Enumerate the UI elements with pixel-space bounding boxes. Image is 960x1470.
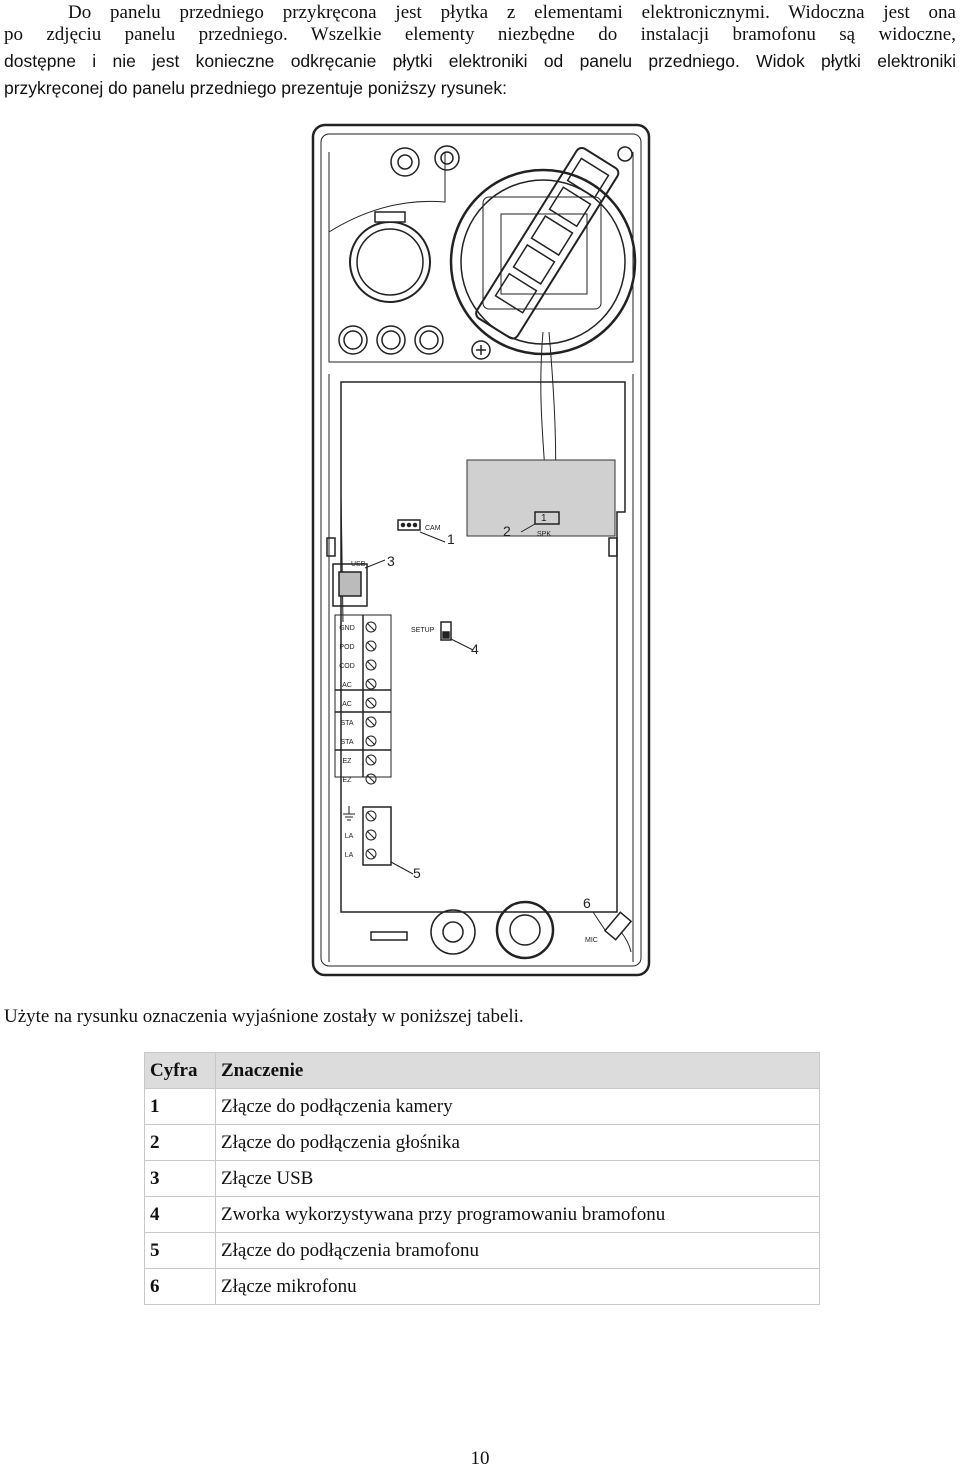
table-row	[145, 1197, 820, 1233]
row-meaning: Złącze do podłączenia kamery	[216, 1089, 820, 1125]
callout-2: 2	[503, 523, 511, 539]
speaker-bracket	[474, 146, 621, 341]
microphone-boss	[497, 902, 553, 958]
callout-6: 6	[583, 895, 591, 911]
table-row	[145, 1233, 820, 1269]
table-row	[145, 1269, 820, 1305]
legend-table	[144, 1052, 820, 1305]
row-meaning: Złącze do podłączenia głośnika	[216, 1125, 820, 1161]
terminal-block-la	[363, 807, 391, 865]
screw-boss-bottom	[431, 910, 475, 954]
speaker	[451, 170, 635, 354]
terminal-label: GND	[339, 625, 355, 632]
terminal-label: STA	[340, 739, 354, 746]
table-header-row	[145, 1053, 820, 1089]
led-2	[377, 326, 405, 354]
callout-4: 4	[471, 641, 479, 657]
terminal-label: EZ	[342, 758, 352, 765]
terminal-label: COD	[339, 663, 355, 670]
led-3	[415, 326, 443, 354]
terminal-label: AC	[342, 682, 352, 689]
usb-label: USB	[351, 561, 366, 568]
spk-pin-label: 1	[541, 513, 547, 524]
row-meaning: Złącze do podłączenia bramofonu	[216, 1233, 820, 1269]
callout-1: 1	[447, 531, 455, 547]
row-digit: 1	[145, 1089, 216, 1125]
table-caption: Użyte na rysunku oznaczenia wyjaśnione zostały w poniższej tabeli.	[4, 1006, 524, 1027]
table-row	[145, 1161, 820, 1197]
terminal-label: AC	[342, 701, 352, 708]
intro-line-2: po zdjęciu panelu przedniego. Wszelkie elementy niezbędne do instalacji bramofonu są widoczne,	[4, 24, 956, 45]
table-row	[145, 1089, 820, 1125]
row-digit: 5	[145, 1233, 216, 1269]
cam-label: CAM	[425, 525, 441, 532]
row-digit: 3	[145, 1161, 216, 1197]
intro-line-1: Do panelu przedniego przykręcona jest płytka z elementami elektronicznymi. Widoczna jest ona	[68, 2, 956, 23]
mic-connector	[605, 912, 631, 939]
table-row	[145, 1125, 820, 1161]
row-digit: 6	[145, 1269, 216, 1305]
intercom-board-drawing	[305, 122, 657, 980]
callout-3: 3	[387, 553, 395, 569]
row-digit: 2	[145, 1125, 216, 1161]
terminal-label: EZ	[342, 777, 352, 784]
header-meaning: Znaczenie	[216, 1053, 820, 1089]
page-number: 10	[470, 1448, 490, 1469]
intro-line-4: przykręconej do panelu przedniego prezentuje poniższy rysunek:	[4, 78, 507, 98]
terminal-label: POD	[339, 644, 355, 651]
callout-5: 5	[413, 865, 421, 881]
terminal-label: LA	[344, 852, 354, 859]
screw-boss-top-left	[391, 148, 419, 176]
row-meaning: Złącze USB	[216, 1161, 820, 1197]
led-1	[339, 326, 367, 354]
header-digit: Cyfra	[145, 1053, 216, 1089]
housing-inner-outline	[321, 134, 641, 966]
row-meaning: Zworka wykorzystywana przy programowaniu bramofonu	[216, 1197, 820, 1233]
spk-label: SPK	[537, 531, 552, 538]
board-diagram-svg	[305, 122, 657, 980]
intro-line-3: dostępne i nie jest konieczne odkręcanie płytki elektroniki od panelu przedniego. Widok płytki elektroniki	[4, 51, 956, 71]
row-meaning: Złącze mikrofonu	[216, 1269, 820, 1305]
intro-paragraph	[4, 2, 956, 99]
mic-label: MIC	[585, 937, 598, 944]
row-digit: 4	[145, 1197, 216, 1233]
terminal-label: LA	[344, 833, 354, 840]
terminal-label: STA	[340, 720, 354, 727]
bottom-connector	[371, 932, 407, 940]
camera-lens	[350, 222, 430, 302]
setup-label: SETUP	[411, 627, 435, 634]
ground-icon	[343, 806, 355, 820]
